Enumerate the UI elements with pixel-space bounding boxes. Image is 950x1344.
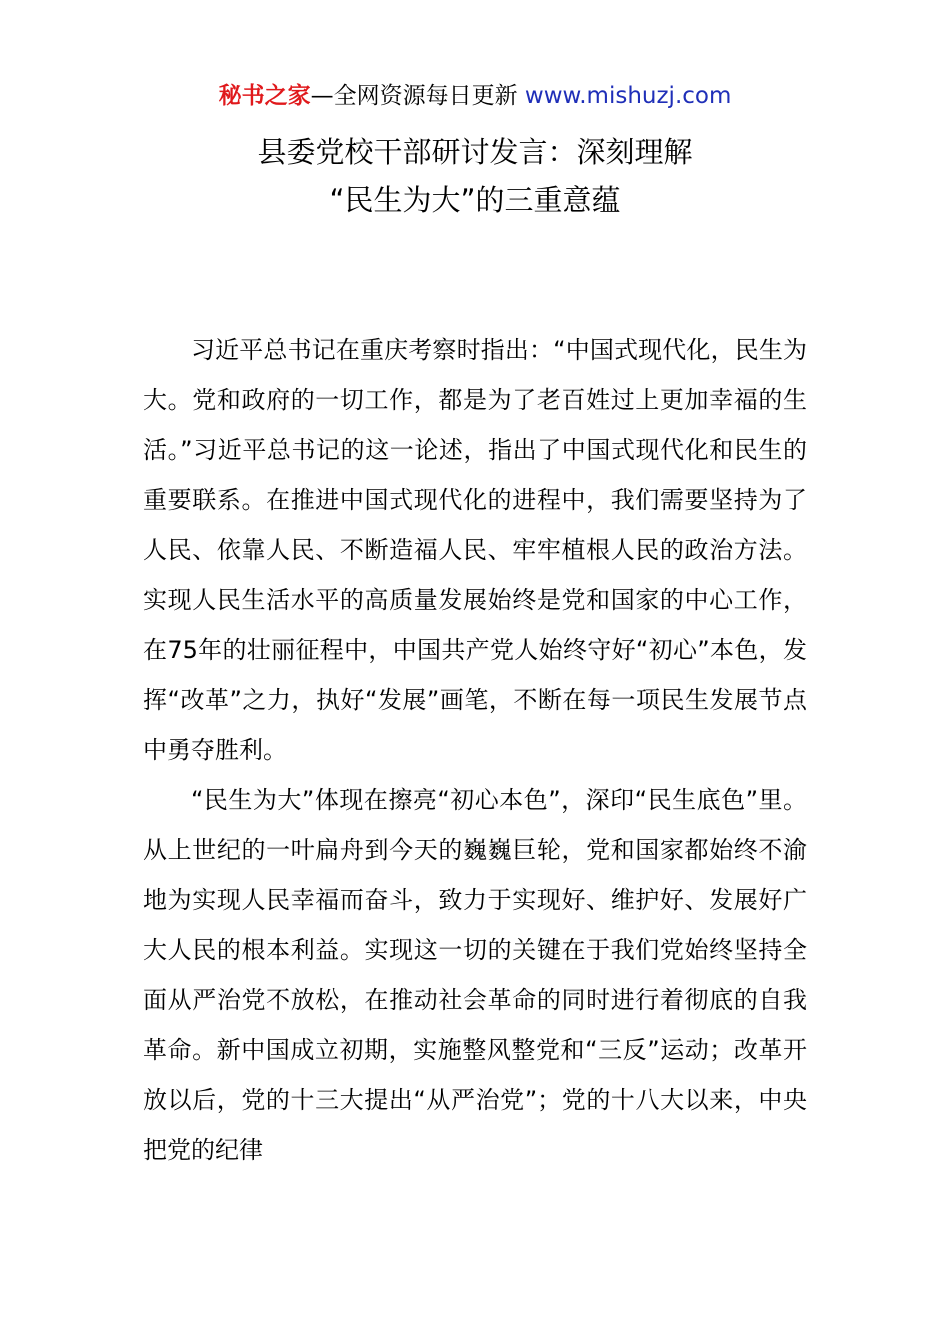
paragraph: “民生为大”体现在擦亮“初心本色”，深印“民生底色”里。从上世纪的一叶扁舟到今天的巍巍巨轮，党和国家都始终不渝地为实现人民幸福而奋斗，致力于实现好、维护好、发展好广大人民的根本利益。实现这一切的关键在于我们党始终坚持全面从严治党不放松，在推动社会革命的同时进行着彻底的自我革命。新中国成立初期，实施整风整党和“三反”运动；改革开放以后，党的十三大提出“从严治党”；党的十八大以来，中央把党的纪律 — [143, 786, 807, 1164]
title-line-2: “民生为大”的三重意蕴 — [329, 183, 621, 217]
site-brand: 秘书之家 — [218, 83, 311, 109]
paragraph: 习近平总书记在重庆考察时指出：“中国式现代化，民生为大。党和政府的一切工作，都是为了老百姓过上更加幸福的生活。”习近平总书记的这一论述，指出了中国式现代化和民生的重要联系。在推进中国式现代化的进程中，我们需要坚持为了人民、依靠人民、不断造福人民、牢牢植根人民的政治方法。实现人民生活水平的高质量发展始终是党和国家的中心工作，在75年的壮丽征程中，中国共产党人始终守好“初心”本色，发挥“改革”之力，执好“发展”画笔，不断在每一项民生发展节点中勇夺胜利。 — [143, 336, 807, 764]
document-body — [143, 325, 807, 1175]
site-header — [0, 80, 950, 112]
site-tagline: 全网资源每日更新 — [333, 83, 518, 109]
site-url-link[interactable]: www.mishuzj.com — [524, 83, 732, 109]
title-line-1: 县委党校干部研讨发言：深刻理解 — [257, 135, 693, 169]
header-dash: — — [310, 83, 334, 109]
document-title — [0, 128, 950, 224]
